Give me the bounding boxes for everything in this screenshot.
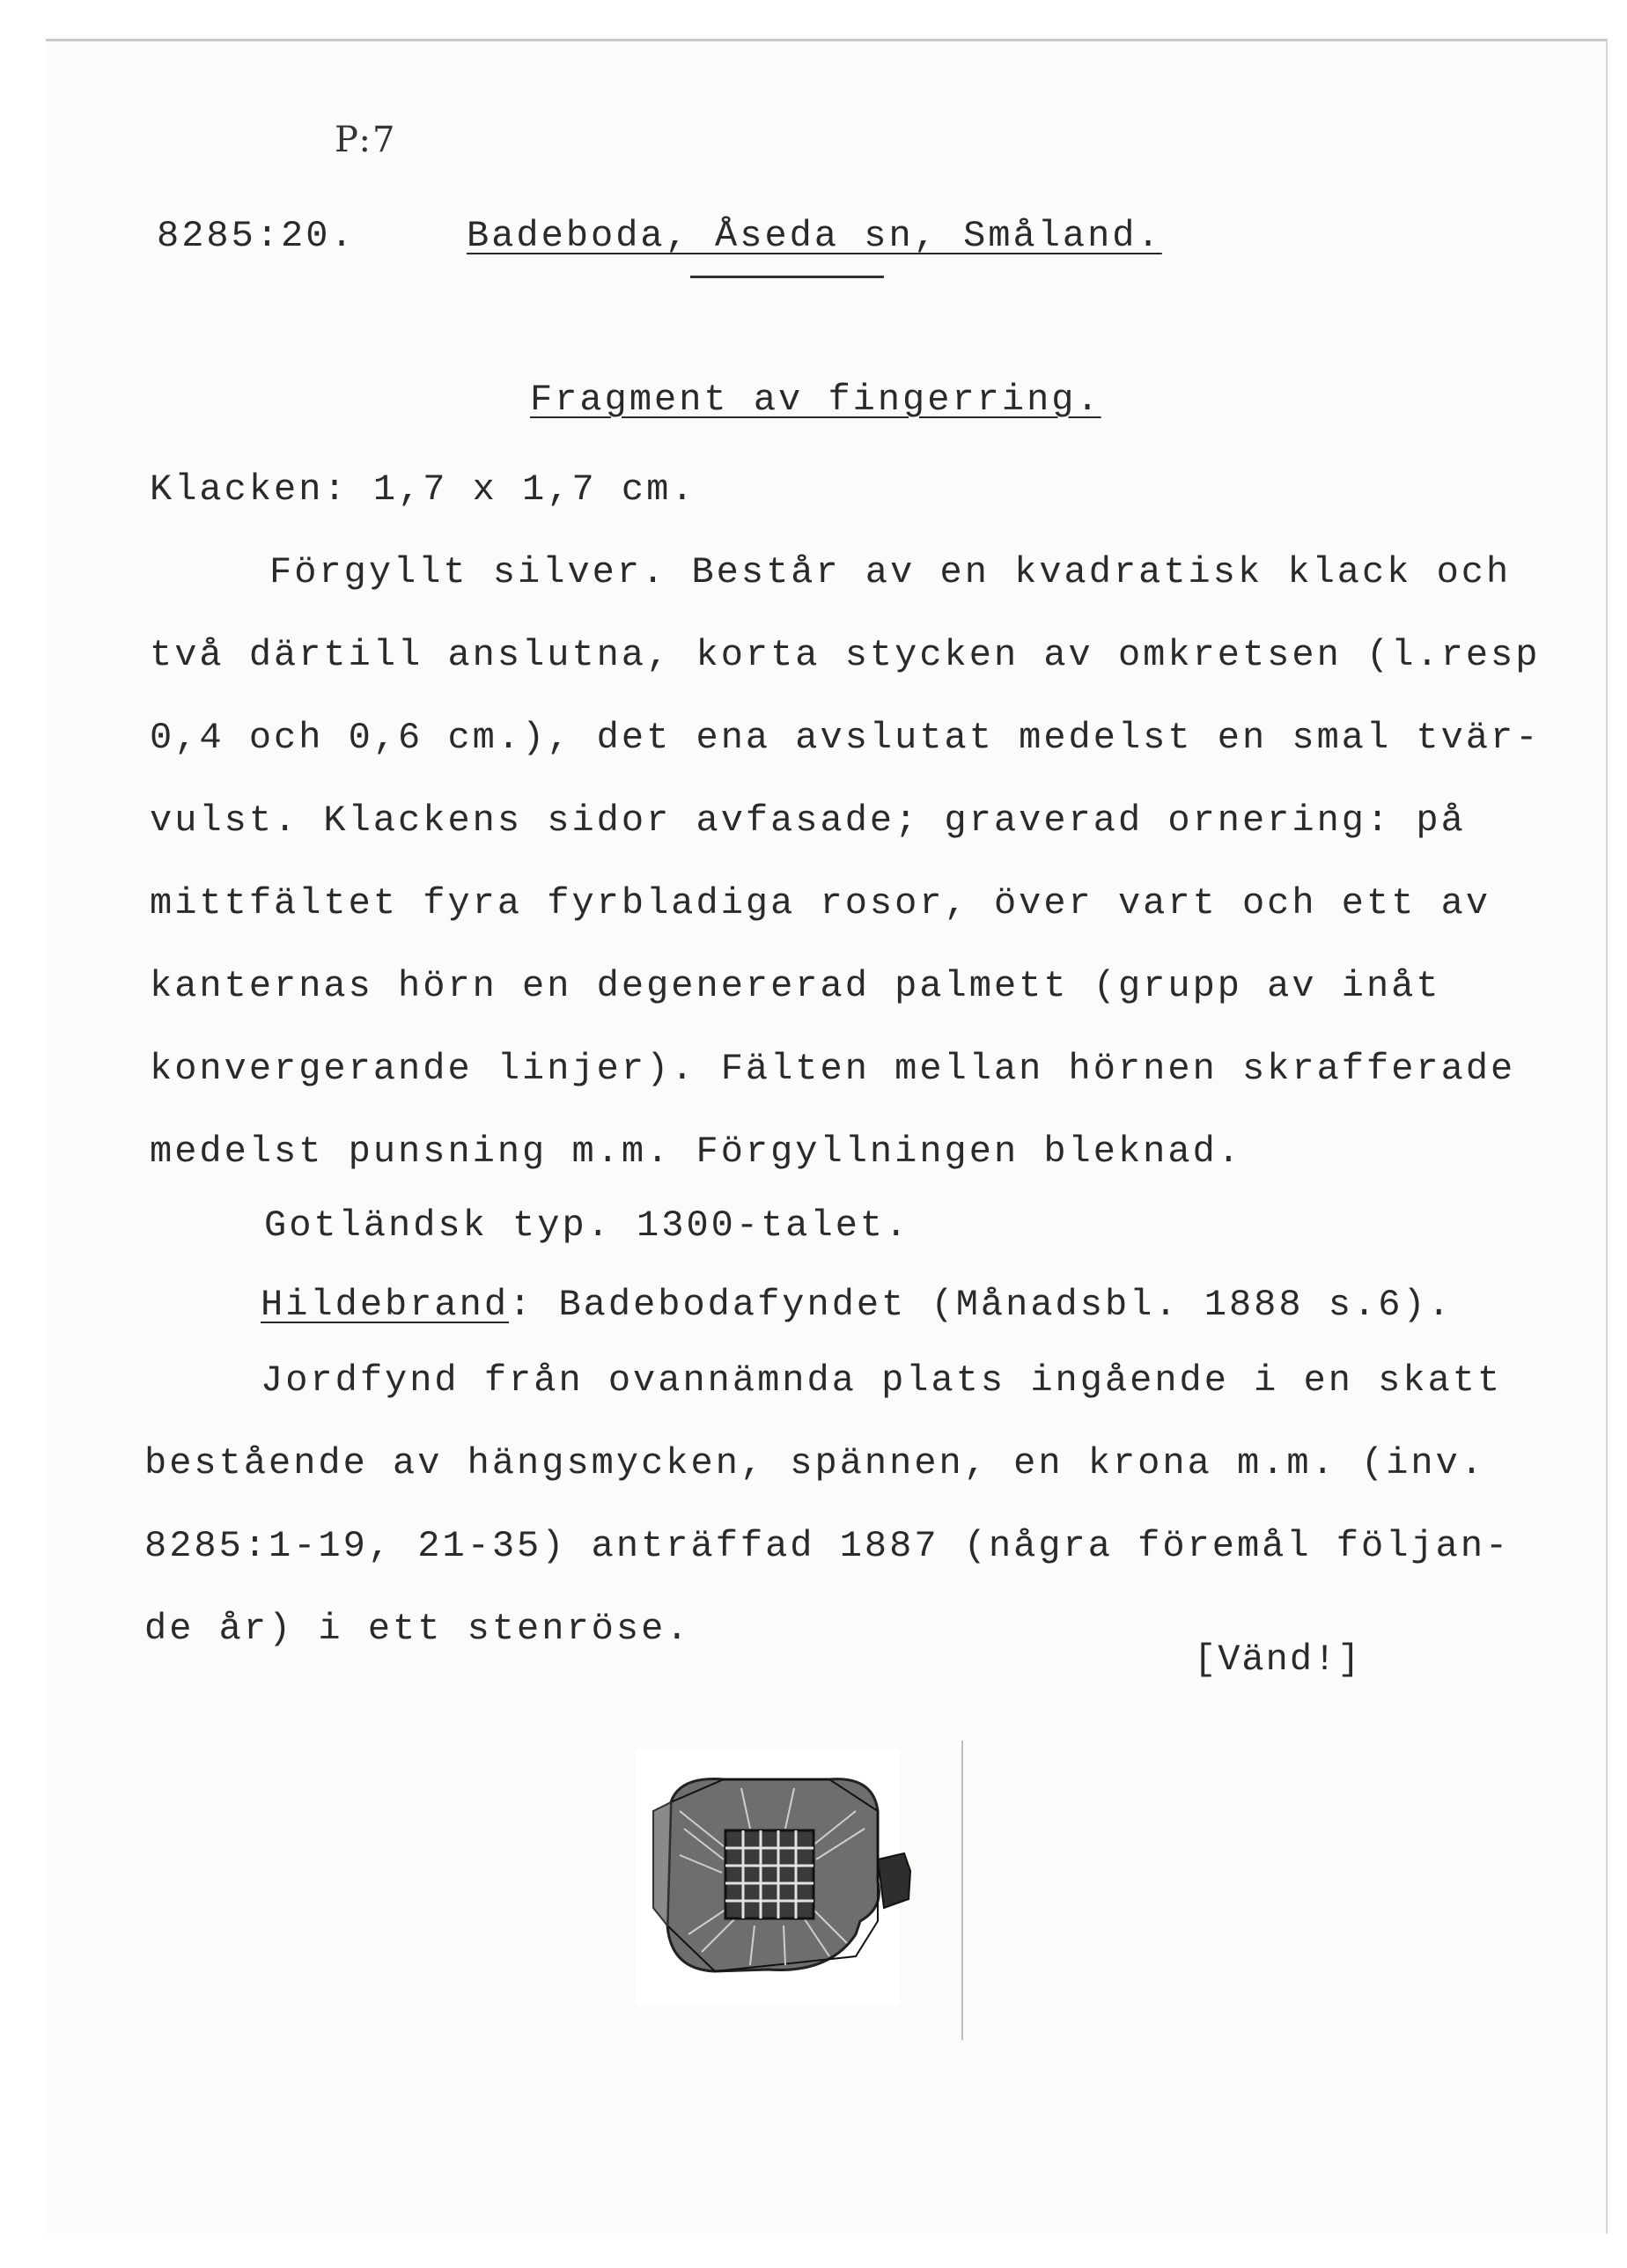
type-dating-line: Gotländsk typ. 1300-talet.: [264, 1204, 910, 1247]
turn-note: [Vänd!]: [1194, 1638, 1362, 1681]
reference-line: [261, 1284, 1453, 1326]
catalog-number: 8285:20.: [157, 215, 356, 257]
description-line: mittfältet fyra fyrbladiga rosor, över vart och ett av: [150, 882, 1491, 924]
catalog-card: [46, 39, 1608, 2234]
dimensions-line: Klacken: 1,7 x 1,7 cm.: [150, 468, 696, 511]
ring-photo: [627, 1741, 963, 2040]
description-line: medelst punsning m.m. Förgyllningen bleknad.: [150, 1130, 1242, 1173]
find-line: bestående av hängsmycken, spännen, en krona m.m. (inv.: [144, 1442, 1486, 1484]
find-line: de år) i ett stenröse.: [144, 1608, 691, 1650]
description-line: kanternas hörn en degenererad palmett (grupp av inåt: [150, 965, 1441, 1007]
find-line: Jordfynd från ovannämnda plats ingående i en skatt: [261, 1359, 1503, 1402]
ring-fragment-image: [627, 1741, 961, 2040]
object-title: Fragment av fingerring.: [530, 379, 1101, 421]
reference-author: Hildebrand: [261, 1284, 510, 1326]
reference-text: : Badebodafyndet (Månadsbl. 1888 s.6).: [509, 1284, 1453, 1326]
description-line: vulst. Klackens sidor avfasade; graverad ornering: på: [150, 799, 1466, 842]
turn-note-text: Vänd!: [1218, 1638, 1338, 1681]
description-line: två därtill anslutna, korta stycken av omkretsen (l.resp: [150, 634, 1541, 676]
heading-rule: [690, 276, 884, 278]
find-line: 8285:1-19, 21-35) anträffad 1887 (några föremål följan-: [144, 1525, 1511, 1567]
location-heading: Badeboda, Åseda sn, Småland.: [467, 215, 1162, 257]
description-line: 0,4 och 0,6 cm.), det ena avslutat medelst en smal tvär-: [150, 717, 1541, 759]
description-line: Förgyllt silver. Består av en kvadratisk klack och: [269, 551, 1512, 593]
handwritten-mark: P:7: [335, 120, 397, 160]
description-line: konvergerande linjer). Fälten mellan hörnen skrafferade: [150, 1048, 1516, 1090]
